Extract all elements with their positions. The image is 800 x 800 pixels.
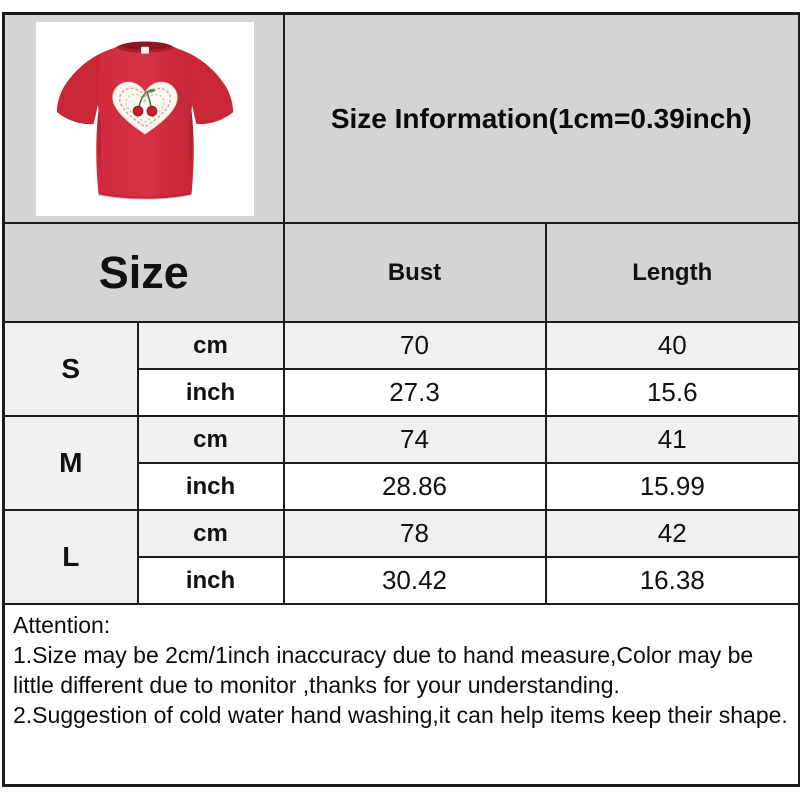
- collar-tag: [141, 47, 149, 54]
- bust-value: 28.86: [284, 463, 546, 510]
- top-row: [4, 14, 800, 224]
- attention-note-1: 1.Size may be 2cm/1inch inaccuracy due to hand measure,Color may be little different due to monitor ,thanks for your understanding.: [13, 642, 754, 698]
- unit-label: cm: [138, 322, 284, 369]
- unit-label: inch: [138, 369, 284, 416]
- column-header-bust: Bust: [284, 223, 546, 322]
- length-value: 40: [546, 322, 800, 369]
- unit-label: cm: [138, 510, 284, 557]
- unit-label: inch: [138, 557, 284, 604]
- length-value: 41: [546, 416, 800, 463]
- attention-row: [4, 604, 800, 786]
- attention-heading: Attention:: [13, 612, 111, 638]
- bust-value: 30.42: [284, 557, 546, 604]
- size-label-m: M: [4, 416, 138, 510]
- size-label-l: L: [4, 510, 138, 604]
- attention-box: [4, 604, 800, 786]
- table-row: [4, 510, 800, 557]
- size-information-table: [2, 12, 800, 787]
- unit-label: cm: [138, 416, 284, 463]
- attention-note-2: 2.Suggestion of cold water hand washing,it can help items keep their shape.: [13, 702, 788, 728]
- page-title: Size Information(1cm=0.39inch): [330, 102, 752, 134]
- table-row: [4, 322, 800, 369]
- unit-label: inch: [138, 463, 284, 510]
- length-value: 15.99: [546, 463, 800, 510]
- table-header-row: [4, 223, 800, 322]
- bust-value: 78: [284, 510, 546, 557]
- bust-value: 27.3: [284, 369, 546, 416]
- length-value: 16.38: [546, 557, 800, 604]
- table-row: [4, 416, 800, 463]
- bust-value: 70: [284, 322, 546, 369]
- size-label-s: S: [4, 322, 138, 416]
- sheet-title-cell: [284, 14, 800, 224]
- product-photo-cell: [4, 14, 284, 224]
- column-header-length: Length: [546, 223, 800, 322]
- length-value: 42: [546, 510, 800, 557]
- tshirt-product-image: [36, 22, 254, 216]
- bust-value: 74: [284, 416, 546, 463]
- column-header-size: Size: [4, 223, 284, 322]
- product-photo: [36, 22, 254, 216]
- length-value: 15.6: [546, 369, 800, 416]
